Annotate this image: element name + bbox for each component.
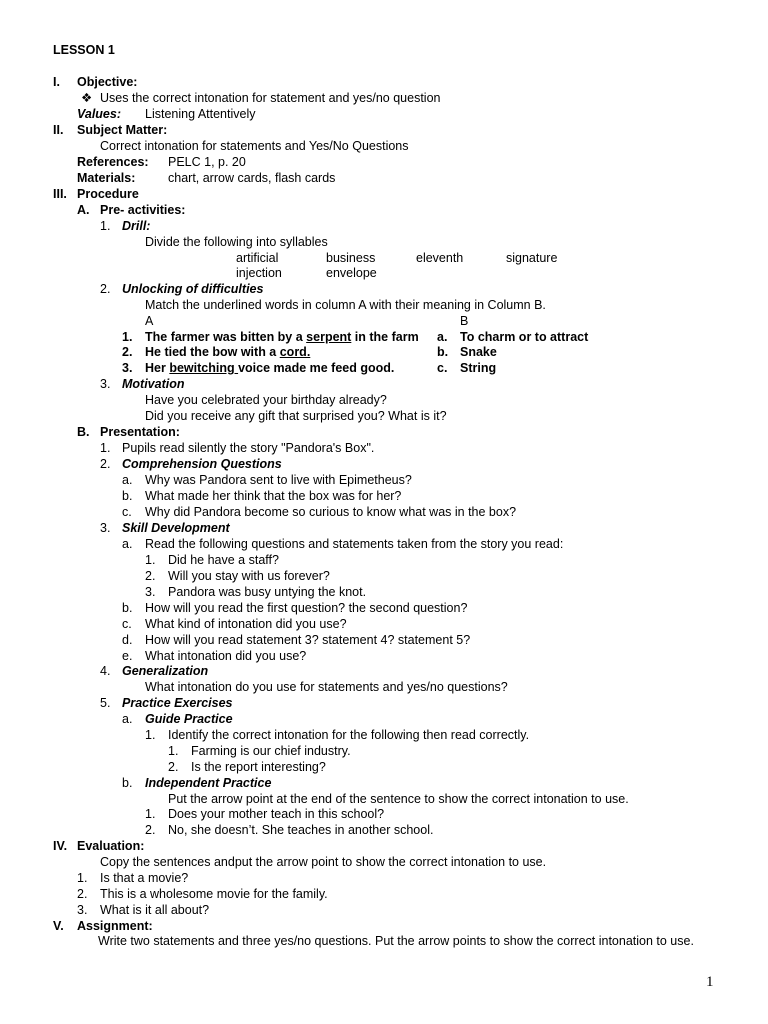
motivation-line: Have you celebrated your birthday already? <box>145 393 387 407</box>
guide-practice-heading: Guide Practice <box>145 712 233 726</box>
match-num: 1. <box>122 330 133 344</box>
generalization-text: What intonation do you use for statements and yes/no questions? <box>145 680 508 694</box>
drill-word: envelope <box>326 266 377 280</box>
values-text: Listening Attentively <box>145 107 256 121</box>
skill-heading: Skill Development <box>122 521 230 535</box>
objective-heading: Objective: <box>77 75 138 89</box>
section-num: V. <box>53 919 64 933</box>
motivation-heading: Motivation <box>122 377 185 391</box>
drill-word: artificial <box>236 251 279 265</box>
section-num: III. <box>53 187 67 201</box>
practice-letter: a. <box>122 712 133 726</box>
values-label: Values: <box>77 107 122 121</box>
drill-instruction: Divide the following into syllables <box>145 235 328 249</box>
skill-sub-text: Will you stay with us forever? <box>168 569 330 583</box>
match-letter: b. <box>437 345 449 359</box>
skill-text: What intonation did you use? <box>145 649 307 663</box>
independent-num: 1. <box>145 807 156 821</box>
materials-label: Materials: <box>77 171 136 185</box>
assignment-text: Write two statements and three yes/no questions. Put the arrow points to show the correct intonation to use. <box>98 934 694 948</box>
item-num: 3. <box>100 377 111 391</box>
item-num: 3. <box>100 521 111 535</box>
evaluation-num: 3. <box>77 903 88 917</box>
guide-item-text: Identify the correct intonation for the following then read correctly. <box>168 728 530 742</box>
skill-sub-num: 3. <box>145 585 156 599</box>
evaluation-text: What is it all about? <box>100 903 210 917</box>
match-meaning: To charm or to attract <box>460 330 589 344</box>
item-num: 2. <box>100 457 111 471</box>
match-sentence: Her bewitching voice made me feed good. <box>145 361 395 375</box>
generalization-heading: Generalization <box>122 664 209 678</box>
item-num: 1. <box>100 441 111 455</box>
underlined-word: cord. <box>279 345 311 359</box>
practice-heading: Practice Exercises <box>122 696 233 710</box>
skill-sub-num: 2. <box>145 569 156 583</box>
item-num: 5. <box>100 696 111 710</box>
page-number: 1 <box>706 974 714 990</box>
skill-text: What kind of intonation did you use? <box>145 617 347 631</box>
independent-practice-heading: Independent Practice <box>145 776 272 790</box>
presentation-item-text: Pupils read silently the story "Pandora's Box". <box>122 441 375 455</box>
match-meaning: Snake <box>460 345 497 359</box>
skill-text: How will you read the first question? the second question? <box>145 601 468 615</box>
skill-letter: c. <box>122 617 132 631</box>
underlined-word: bewitching <box>169 361 239 375</box>
evaluation-num: 1. <box>77 871 88 885</box>
skill-sub-text: Pandora was busy untying the knot. <box>168 585 367 599</box>
comprehension-heading: Comprehension Questions <box>122 457 282 471</box>
skill-letter: a. <box>122 537 133 551</box>
presentation-heading: Presentation: <box>100 425 180 439</box>
match-sentence: The farmer was bitten by a serpent in the farm <box>145 330 419 344</box>
question-text: Why was Pandora sent to live with Epimetheus? <box>145 473 412 487</box>
drill-word: signature <box>506 251 558 265</box>
guide-item-num: 1. <box>145 728 156 742</box>
diamond-bullet-icon: ❖ <box>81 91 93 105</box>
guide-sub-num: 2. <box>168 760 179 774</box>
independent-text: Does your mother teach in this school? <box>168 807 385 821</box>
subsection-letter: A. <box>77 203 90 217</box>
skill-letter: b. <box>122 601 133 615</box>
match-sentence: He tied the bow with a cord. <box>145 345 311 359</box>
drill-heading: Drill: <box>122 219 151 233</box>
drill-word: business <box>326 251 376 265</box>
column-a-header: A <box>145 314 154 328</box>
item-num: 4. <box>100 664 111 678</box>
motivation-line: Did you receive any gift that surprised you? What is it? <box>145 409 447 423</box>
skill-sub-num: 1. <box>145 553 156 567</box>
skill-letter: e. <box>122 649 133 663</box>
section-num: II. <box>53 123 64 137</box>
independent-instruction: Put the arrow point at the end of the sentence to show the correct intonation to use. <box>168 792 629 806</box>
underlined-word: serpent <box>306 330 352 344</box>
assignment-heading: Assignment: <box>77 919 153 933</box>
evaluation-text: This is a wholesome movie for the family. <box>100 887 328 901</box>
skill-text: Read the following questions and statements taken from the story you read: <box>145 537 564 551</box>
evaluation-heading: Evaluation: <box>77 839 145 853</box>
drill-word: eleventh <box>416 251 464 265</box>
guide-sub-text: Farming is our chief industry. <box>191 744 351 758</box>
drill-word: injection <box>236 266 282 280</box>
skill-text: How will you read statement 3? statement 4? statement 5? <box>145 633 471 647</box>
question-letter: c. <box>122 505 132 519</box>
subsection-letter: B. <box>77 425 90 439</box>
match-meaning: String <box>460 361 497 375</box>
subject-matter-heading: Subject Matter: <box>77 123 168 137</box>
section-num: IV. <box>53 839 68 853</box>
skill-sub-text: Did he have a staff? <box>168 553 279 567</box>
question-text: What made her think that the box was for her? <box>145 489 402 503</box>
item-num: 2. <box>100 282 111 296</box>
independent-text: No, she doesn’t. She teaches in another school. <box>168 823 434 837</box>
references-text: PELC 1, p. 20 <box>168 155 246 169</box>
guide-sub-text: Is the report interesting? <box>191 760 326 774</box>
objective-text: Uses the correct intonation for statement and yes/no question <box>100 91 441 105</box>
lesson-title: LESSON 1 <box>53 43 115 57</box>
question-letter: b. <box>122 489 133 503</box>
match-letter: c. <box>437 361 448 375</box>
section-num: I. <box>53 75 60 89</box>
independent-num: 2. <box>145 823 156 837</box>
question-letter: a. <box>122 473 133 487</box>
evaluation-num: 2. <box>77 887 88 901</box>
unlocking-heading: Unlocking of difficulties <box>122 282 264 296</box>
match-letter: a. <box>437 330 448 344</box>
item-num: 1. <box>100 219 111 233</box>
materials-text: chart, arrow cards, flash cards <box>168 171 336 185</box>
skill-letter: d. <box>122 633 133 647</box>
evaluation-instruction: Copy the sentences andput the arrow point to show the correct intonation to use. <box>100 855 547 869</box>
pre-activities-heading: Pre- activities: <box>100 203 186 217</box>
match-num: 2. <box>122 345 133 359</box>
practice-letter: b. <box>122 776 133 790</box>
question-text: Why did Pandora become so curious to know what was in the box? <box>145 505 517 519</box>
column-b-header: B <box>460 314 469 328</box>
guide-sub-num: 1. <box>168 744 179 758</box>
unlocking-instruction: Match the underlined words in column A with their meaning in Column B. <box>145 298 546 312</box>
subject-topic: Correct intonation for statements and Yes/No Questions <box>100 139 409 153</box>
evaluation-text: Is that a movie? <box>100 871 189 885</box>
match-num: 3. <box>122 361 133 375</box>
references-label: References: <box>77 155 149 169</box>
procedure-heading: Procedure <box>77 187 139 201</box>
